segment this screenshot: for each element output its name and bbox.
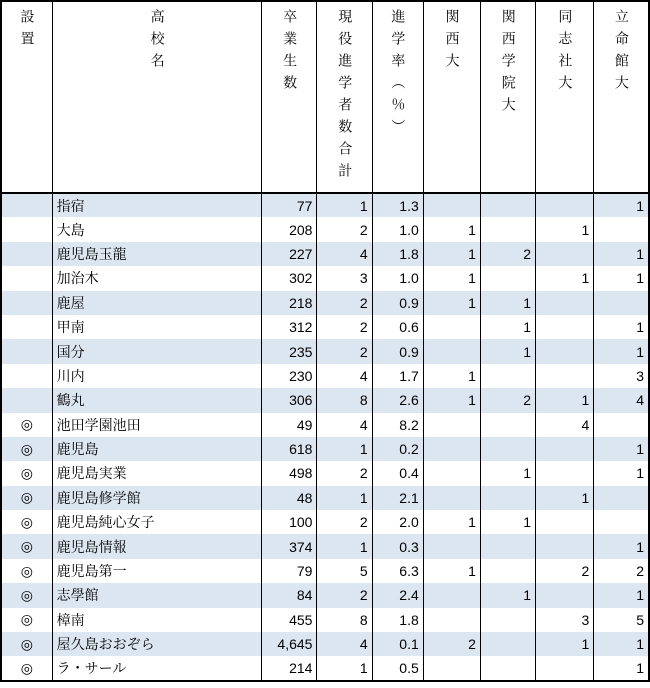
table-row bbox=[1, 217, 649, 241]
col-header-kansai-univ bbox=[423, 1, 480, 193]
graduates-cell: 312 bbox=[262, 315, 317, 339]
current-advancers-total-cell: 8 bbox=[317, 608, 372, 632]
ritsumeikan-univ-cell: 1 bbox=[594, 534, 649, 558]
doshisha-univ-cell bbox=[536, 510, 594, 534]
current-advancers-total-cell: 2 bbox=[317, 291, 372, 315]
graduates-cell: 498 bbox=[262, 461, 317, 485]
current-advancers-total-cell: 1 bbox=[317, 486, 372, 510]
advancement-rate-cell: 1.3 bbox=[372, 193, 423, 217]
table-row bbox=[1, 413, 649, 437]
school-name-cell: 鹿児島玉龍 bbox=[52, 242, 262, 266]
kwansei-gakuin-univ-cell: 1 bbox=[480, 583, 535, 607]
advancement-rate-cell: 2.1 bbox=[372, 486, 423, 510]
table-row bbox=[1, 388, 649, 412]
doshisha-univ-cell bbox=[536, 437, 594, 461]
establishment-mark-cell bbox=[1, 388, 52, 412]
col-header-school-name-label: 高校名 bbox=[149, 9, 166, 75]
establishment-mark-cell: ◎ bbox=[1, 461, 52, 485]
ritsumeikan-univ-cell bbox=[594, 291, 649, 315]
doshisha-univ-cell: 2 bbox=[536, 559, 594, 583]
ritsumeikan-univ-cell: 1 bbox=[594, 315, 649, 339]
col-header-establishment-label: 設置 bbox=[19, 9, 36, 53]
kansai-univ-cell bbox=[423, 193, 480, 217]
establishment-mark-cell bbox=[1, 217, 52, 241]
kansai-univ-cell bbox=[423, 656, 480, 680]
col-header-advancement-rate bbox=[372, 1, 423, 193]
graduates-cell: 48 bbox=[262, 486, 317, 510]
doshisha-univ-cell: 1 bbox=[536, 266, 594, 290]
school-name-cell: 大島 bbox=[52, 217, 262, 241]
establishment-mark-cell: ◎ bbox=[1, 656, 52, 680]
doshisha-univ-cell: 1 bbox=[536, 632, 594, 656]
table-row bbox=[1, 193, 649, 217]
kansai-univ-cell bbox=[423, 608, 480, 632]
ritsumeikan-univ-cell: 1 bbox=[594, 266, 649, 290]
kansai-univ-cell bbox=[423, 534, 480, 558]
ritsumeikan-univ-cell: 2 bbox=[594, 559, 649, 583]
kwansei-gakuin-univ-cell: 2 bbox=[480, 388, 535, 412]
advancement-rate-cell: 0.2 bbox=[372, 437, 423, 461]
kansai-univ-cell: 2 bbox=[423, 632, 480, 656]
kwansei-gakuin-univ-cell bbox=[480, 632, 535, 656]
graduates-cell: 455 bbox=[262, 608, 317, 632]
kwansei-gakuin-univ-cell: 1 bbox=[480, 510, 535, 534]
graduates-cell: 77 bbox=[262, 193, 317, 217]
school-name-cell: 鹿児島第一 bbox=[52, 559, 262, 583]
ritsumeikan-univ-cell: 1 bbox=[594, 242, 649, 266]
doshisha-univ-cell bbox=[536, 534, 594, 558]
current-advancers-total-cell: 1 bbox=[317, 193, 372, 217]
kwansei-gakuin-univ-cell bbox=[480, 608, 535, 632]
kwansei-gakuin-univ-cell bbox=[480, 437, 535, 461]
table-row bbox=[1, 486, 649, 510]
school-name-cell: 鹿児島純心女子 bbox=[52, 510, 262, 534]
table-row bbox=[1, 608, 649, 632]
header-row bbox=[1, 1, 649, 193]
school-name-cell: 志學館 bbox=[52, 583, 262, 607]
graduates-cell: 49 bbox=[262, 413, 317, 437]
advancement-rate-cell: 8.2 bbox=[372, 413, 423, 437]
advancement-rate-cell: 0.5 bbox=[372, 656, 423, 680]
ritsumeikan-univ-cell: 1 bbox=[594, 193, 649, 217]
advancement-rate-cell: 1.0 bbox=[372, 217, 423, 241]
col-header-doshisha-univ-label: 同志社大 bbox=[557, 9, 574, 97]
ritsumeikan-univ-cell: 1 bbox=[594, 632, 649, 656]
ritsumeikan-univ-cell: 4 bbox=[594, 388, 649, 412]
kansai-univ-cell bbox=[423, 339, 480, 363]
col-header-ritsumeikan-univ-label: 立命館大 bbox=[613, 9, 630, 97]
advancement-rate-cell: 2.4 bbox=[372, 583, 423, 607]
advancement-rate-cell: 1.7 bbox=[372, 364, 423, 388]
ritsumeikan-univ-cell: 1 bbox=[594, 583, 649, 607]
graduates-cell: 4,645 bbox=[262, 632, 317, 656]
doshisha-univ-cell bbox=[536, 315, 594, 339]
school-name-cell: 鶴丸 bbox=[52, 388, 262, 412]
kwansei-gakuin-univ-cell bbox=[480, 656, 535, 680]
doshisha-univ-cell bbox=[536, 583, 594, 607]
col-header-graduates-label: 卒業生数 bbox=[282, 9, 299, 97]
establishment-mark-cell: ◎ bbox=[1, 632, 52, 656]
current-advancers-total-cell: 3 bbox=[317, 266, 372, 290]
graduates-cell: 100 bbox=[262, 510, 317, 534]
establishment-mark-cell: ◎ bbox=[1, 559, 52, 583]
current-advancers-total-cell: 5 bbox=[317, 559, 372, 583]
school-name-cell: 池田学園池田 bbox=[52, 413, 262, 437]
current-advancers-total-cell: 4 bbox=[317, 242, 372, 266]
kansai-univ-cell bbox=[423, 315, 480, 339]
establishment-mark-cell: ◎ bbox=[1, 534, 52, 558]
current-advancers-total-cell: 1 bbox=[317, 656, 372, 680]
graduates-cell: 230 bbox=[262, 364, 317, 388]
establishment-mark-cell bbox=[1, 266, 52, 290]
kansai-univ-cell bbox=[423, 461, 480, 485]
current-advancers-total-cell: 4 bbox=[317, 413, 372, 437]
graduates-cell: 374 bbox=[262, 534, 317, 558]
graduates-cell: 235 bbox=[262, 339, 317, 363]
kwansei-gakuin-univ-cell: 1 bbox=[480, 461, 535, 485]
table-row bbox=[1, 315, 649, 339]
kansai-univ-cell bbox=[423, 413, 480, 437]
establishment-mark-cell: ◎ bbox=[1, 413, 52, 437]
col-header-ritsumeikan-univ bbox=[594, 1, 649, 193]
kwansei-gakuin-univ-cell: 1 bbox=[480, 339, 535, 363]
table-row bbox=[1, 559, 649, 583]
kwansei-gakuin-univ-cell bbox=[480, 364, 535, 388]
school-name-cell: 屋久島おおぞら bbox=[52, 632, 262, 656]
table-row bbox=[1, 632, 649, 656]
ritsumeikan-univ-cell: 1 bbox=[594, 437, 649, 461]
advancement-rate-cell: 0.6 bbox=[372, 315, 423, 339]
ritsumeikan-univ-cell: 1 bbox=[594, 339, 649, 363]
advancement-rate-cell: 6.3 bbox=[372, 559, 423, 583]
school-name-cell: 指宿 bbox=[52, 193, 262, 217]
doshisha-univ-cell bbox=[536, 339, 594, 363]
graduates-cell: 227 bbox=[262, 242, 317, 266]
ritsumeikan-univ-cell bbox=[594, 486, 649, 510]
kansai-univ-cell: 1 bbox=[423, 217, 480, 241]
table-row bbox=[1, 437, 649, 461]
col-header-current-advancers-total-label: 現役進学者数合計 bbox=[337, 9, 354, 185]
doshisha-univ-cell bbox=[536, 291, 594, 315]
kwansei-gakuin-univ-cell: 1 bbox=[480, 315, 535, 339]
school-name-cell: 鹿児島 bbox=[52, 437, 262, 461]
kansai-univ-cell: 1 bbox=[423, 266, 480, 290]
col-header-kansai-univ-label: 関西大 bbox=[444, 9, 461, 75]
advancement-rate-cell: 0.4 bbox=[372, 461, 423, 485]
kansai-univ-cell: 1 bbox=[423, 388, 480, 412]
graduates-cell: 79 bbox=[262, 559, 317, 583]
col-header-kwansei-gakuin-univ bbox=[480, 1, 535, 193]
col-header-current-advancers-total bbox=[317, 1, 372, 193]
kansai-univ-cell: 1 bbox=[423, 242, 480, 266]
establishment-mark-cell bbox=[1, 193, 52, 217]
graduates-cell: 208 bbox=[262, 217, 317, 241]
establishment-mark-cell: ◎ bbox=[1, 486, 52, 510]
advancement-rate-cell: 1.8 bbox=[372, 242, 423, 266]
ritsumeikan-univ-cell bbox=[594, 217, 649, 241]
table-row bbox=[1, 510, 649, 534]
school-name-cell: 国分 bbox=[52, 339, 262, 363]
doshisha-univ-cell: 1 bbox=[536, 388, 594, 412]
kwansei-gakuin-univ-cell bbox=[480, 534, 535, 558]
school-name-cell: ラ・サール bbox=[52, 656, 262, 680]
col-header-school-name bbox=[52, 1, 262, 193]
current-advancers-total-cell: 1 bbox=[317, 437, 372, 461]
current-advancers-total-cell: 2 bbox=[317, 461, 372, 485]
col-header-graduates bbox=[262, 1, 317, 193]
school-name-cell: 加治木 bbox=[52, 266, 262, 290]
graduates-cell: 84 bbox=[262, 583, 317, 607]
kansai-univ-cell: 1 bbox=[423, 291, 480, 315]
establishment-mark-cell bbox=[1, 315, 52, 339]
kansai-univ-cell bbox=[423, 486, 480, 510]
school-name-cell: 川内 bbox=[52, 364, 262, 388]
school-name-cell: 甲南 bbox=[52, 315, 262, 339]
current-advancers-total-cell: 2 bbox=[317, 583, 372, 607]
table-row bbox=[1, 339, 649, 363]
doshisha-univ-cell: 1 bbox=[536, 486, 594, 510]
current-advancers-total-cell: 2 bbox=[317, 217, 372, 241]
advancement-rate-cell: 1.0 bbox=[372, 266, 423, 290]
advancement-rate-cell: 2.0 bbox=[372, 510, 423, 534]
current-advancers-total-cell: 4 bbox=[317, 632, 372, 656]
current-advancers-total-cell: 2 bbox=[317, 339, 372, 363]
school-name-cell: 鹿児島実業 bbox=[52, 461, 262, 485]
table-row bbox=[1, 534, 649, 558]
current-advancers-total-cell: 2 bbox=[317, 510, 372, 534]
col-header-doshisha-univ bbox=[536, 1, 594, 193]
col-header-advancement-rate-label: 進学率（％） bbox=[390, 9, 407, 141]
doshisha-univ-cell: 1 bbox=[536, 217, 594, 241]
establishment-mark-cell bbox=[1, 364, 52, 388]
ritsumeikan-univ-cell: 5 bbox=[594, 608, 649, 632]
doshisha-univ-cell bbox=[536, 461, 594, 485]
table-row bbox=[1, 656, 649, 680]
kansai-univ-cell bbox=[423, 437, 480, 461]
ritsumeikan-univ-cell: 1 bbox=[594, 656, 649, 680]
establishment-mark-cell bbox=[1, 339, 52, 363]
establishment-mark-cell bbox=[1, 291, 52, 315]
ritsumeikan-univ-cell: 3 bbox=[594, 364, 649, 388]
kwansei-gakuin-univ-cell bbox=[480, 559, 535, 583]
graduates-cell: 302 bbox=[262, 266, 317, 290]
advancement-rate-cell: 0.1 bbox=[372, 632, 423, 656]
kwansei-gakuin-univ-cell: 2 bbox=[480, 242, 535, 266]
establishment-mark-cell: ◎ bbox=[1, 583, 52, 607]
table-row bbox=[1, 291, 649, 315]
ritsumeikan-univ-cell: 1 bbox=[594, 461, 649, 485]
col-header-establishment bbox=[1, 1, 52, 193]
table-row bbox=[1, 461, 649, 485]
advancement-rate-cell: 0.9 bbox=[372, 339, 423, 363]
doshisha-univ-cell bbox=[536, 242, 594, 266]
table-body bbox=[1, 193, 649, 681]
ritsumeikan-univ-cell bbox=[594, 413, 649, 437]
school-name-cell: 鹿屋 bbox=[52, 291, 262, 315]
table-row bbox=[1, 364, 649, 388]
advancement-rate-cell: 2.6 bbox=[372, 388, 423, 412]
graduates-cell: 214 bbox=[262, 656, 317, 680]
advancement-rate-cell: 0.9 bbox=[372, 291, 423, 315]
table-header bbox=[1, 1, 649, 193]
establishment-mark-cell: ◎ bbox=[1, 608, 52, 632]
kansai-univ-cell: 1 bbox=[423, 364, 480, 388]
kansai-univ-cell: 1 bbox=[423, 559, 480, 583]
advancement-rate-cell: 1.8 bbox=[372, 608, 423, 632]
kwansei-gakuin-univ-cell bbox=[480, 486, 535, 510]
kwansei-gakuin-univ-cell bbox=[480, 217, 535, 241]
table-row bbox=[1, 242, 649, 266]
kansai-univ-cell: 1 bbox=[423, 510, 480, 534]
school-name-cell: 鹿児島情報 bbox=[52, 534, 262, 558]
graduates-cell: 618 bbox=[262, 437, 317, 461]
graduates-cell: 218 bbox=[262, 291, 317, 315]
establishment-mark-cell: ◎ bbox=[1, 437, 52, 461]
ritsumeikan-univ-cell bbox=[594, 510, 649, 534]
doshisha-univ-cell: 3 bbox=[536, 608, 594, 632]
table-row bbox=[1, 266, 649, 290]
doshisha-univ-cell: 4 bbox=[536, 413, 594, 437]
school-name-cell: 鹿児島修学館 bbox=[52, 486, 262, 510]
table-row bbox=[1, 583, 649, 607]
doshisha-univ-cell bbox=[536, 193, 594, 217]
current-advancers-total-cell: 4 bbox=[317, 364, 372, 388]
doshisha-univ-cell bbox=[536, 656, 594, 680]
establishment-mark-cell: ◎ bbox=[1, 510, 52, 534]
advancement-rate-cell: 0.3 bbox=[372, 534, 423, 558]
col-header-kwansei-gakuin-univ-label: 関西学院大 bbox=[500, 9, 517, 119]
current-advancers-total-cell: 1 bbox=[317, 534, 372, 558]
kwansei-gakuin-univ-cell bbox=[480, 266, 535, 290]
kwansei-gakuin-univ-cell bbox=[480, 193, 535, 217]
establishment-mark-cell bbox=[1, 242, 52, 266]
doshisha-univ-cell bbox=[536, 364, 594, 388]
current-advancers-total-cell: 2 bbox=[317, 315, 372, 339]
kwansei-gakuin-univ-cell bbox=[480, 413, 535, 437]
kwansei-gakuin-univ-cell: 1 bbox=[480, 291, 535, 315]
school-name-cell: 樟南 bbox=[52, 608, 262, 632]
current-advancers-total-cell: 8 bbox=[317, 388, 372, 412]
graduates-cell: 306 bbox=[262, 388, 317, 412]
kansai-univ-cell bbox=[423, 583, 480, 607]
